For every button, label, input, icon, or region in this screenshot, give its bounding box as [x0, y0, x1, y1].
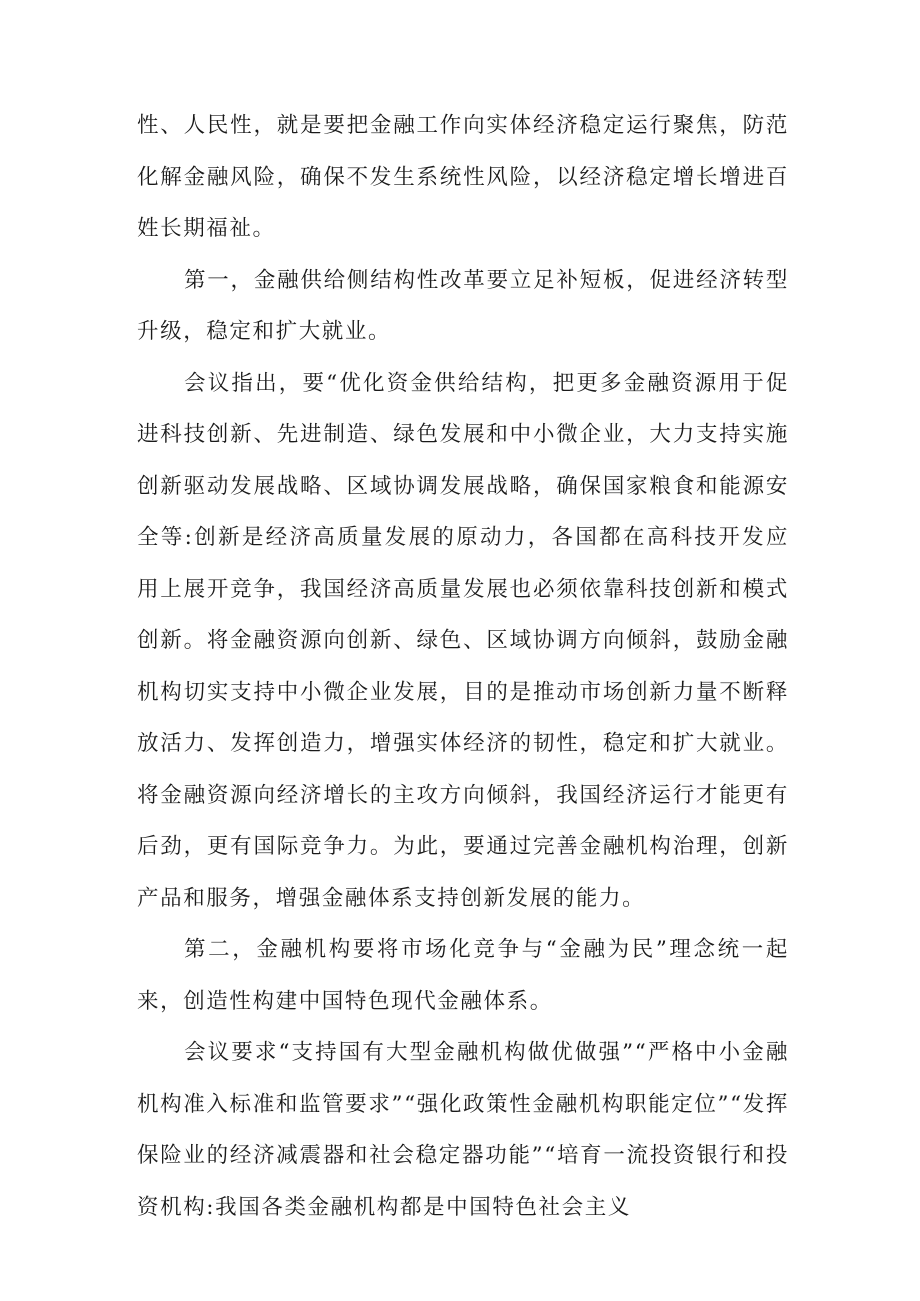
paragraph-2: 第一，金融供给侧结构性改革要立足补短板，促进经济转型升级，稳定和扩大就业。 [137, 267, 789, 344]
document-body [137, 100, 789, 1233]
paragraph-1: 性、人民性，就是要把金融工作向实体经济稳定运行聚焦，防范化解金融风险，确保不发生系统性风险，以经济稳定增长增进百姓长期福祉。 [137, 113, 789, 241]
paragraph-3: 会议指出，要“优化资金供给结构，把更多金融资源用于促进科技创新、先进制造、绿色发展和中小微企业，大力支持实施创新驱动发展战略、区域协调发展战略，确保国家粮食和能源安全等:创新是经济高质量发展的原动力，各国都在高科技开发应用上展开竞争，我国经济高质量发展也必须依靠科技创新和模式创新。将金融资源向创新、绿色、区域协调方向倾斜，鼓励金融机构切实支持中小微企业发展，目的是推动市场创新力量不断释放活力、发挥创造力，增强实体经济的韧性，稳定和扩大就业。将金融资源向经济增长的主攻方向倾斜，我国经济运行才能更有后劲，更有国际竞争力。为此，要通过完善金融机构治理，创新产品和服务，增强金融体系支持创新发展的能力。 [137, 370, 789, 911]
paragraph-5: 会议要求“支持国有大型金融机构做优做强”“严格中小金融机构准入标准和监管要求”“强化政策性金融机构职能定位”“发挥保险业的经济减震器和社会稳定器功能”“培育一流投资银行和投资机构:我国各类金融机构都是中国特色社会主义 [137, 1040, 789, 1220]
paragraph-4: 第二，金融机构要将市场化竞争与“金融为民”理念统一起来，创造性构建中国特色现代金融体系。 [137, 937, 789, 1014]
